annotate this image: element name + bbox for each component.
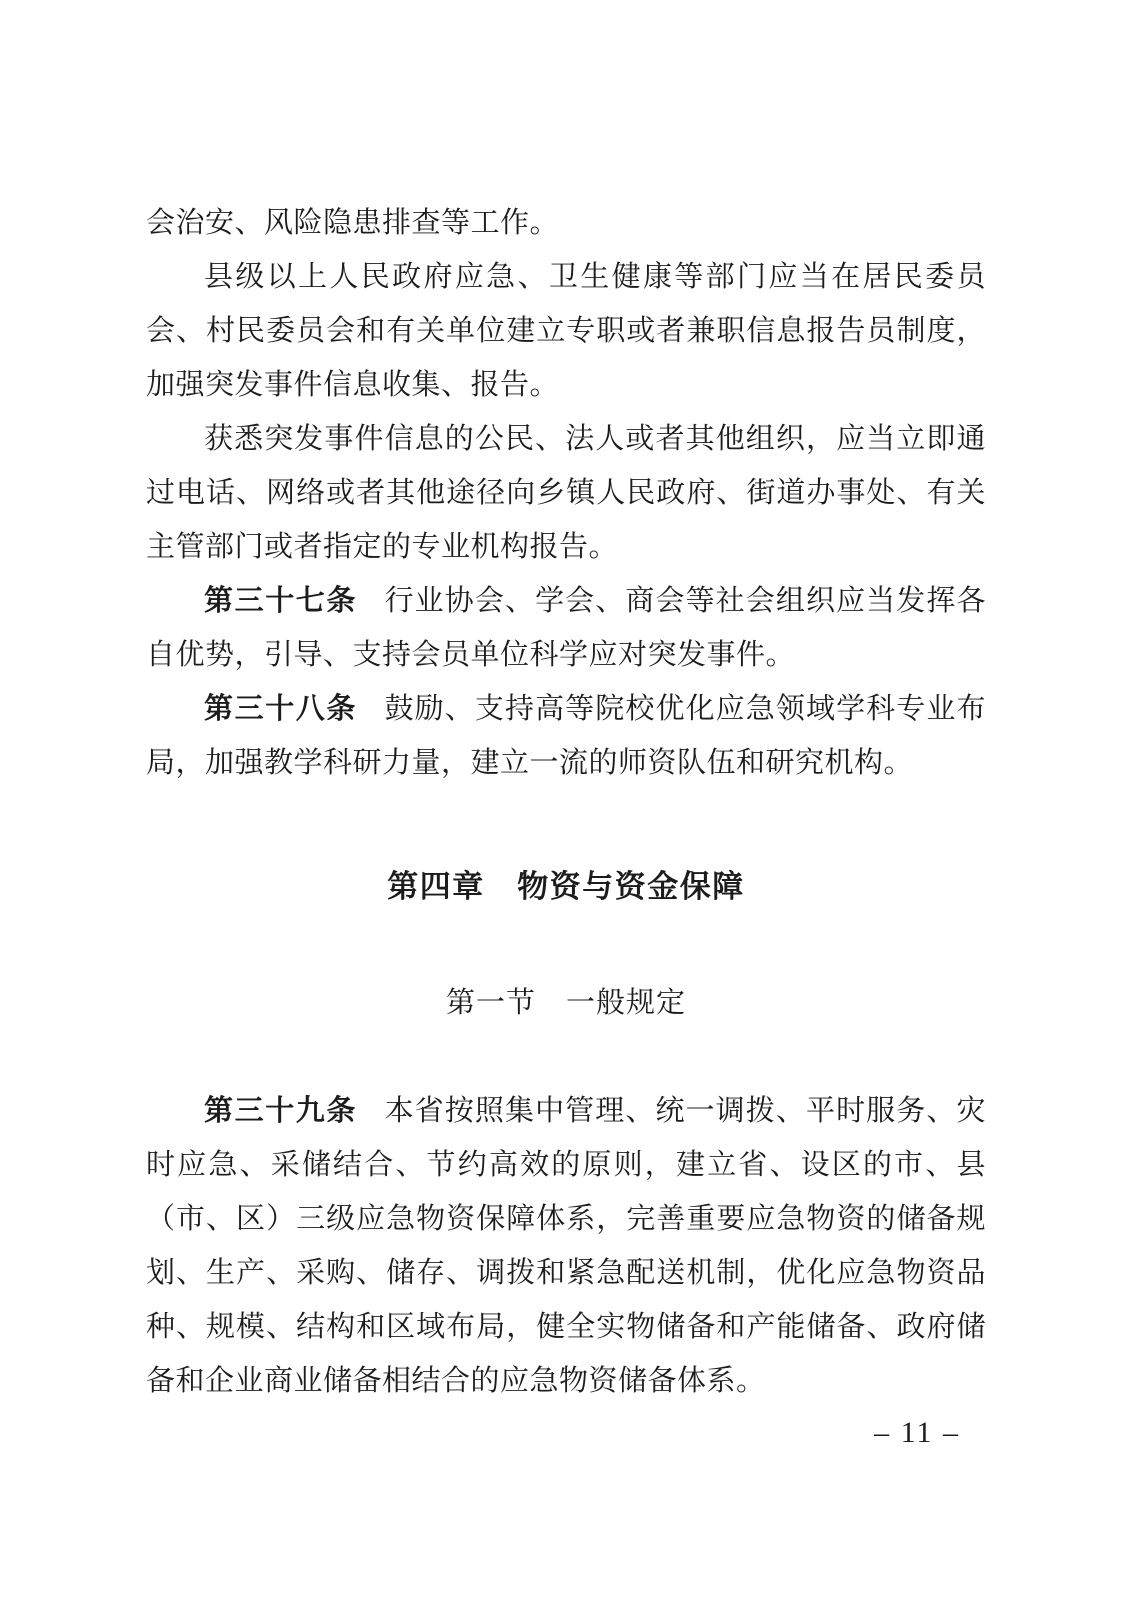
paragraph-public-report	[146, 412, 986, 574]
paragraph-continuation-text: 会治安、风险隐患排查等工作。	[146, 207, 560, 239]
paragraph-public-report-text: 获悉突发事件信息的公民、法人或者其他组织，应当立即通过电话、网络或者其他途径向乡镇人民政府、街道办事处、有关主管部门或者指定的专业机构报告。	[146, 423, 986, 563]
paragraph-info-reporters-text: 县级以上人民政府应急、卫生健康等部门应当在居民委员会、村民委员会和有关单位建立专职或者兼职信息报告员制度，加强突发事件信息收集、报告。	[146, 261, 986, 401]
paragraph-info-reporters	[146, 250, 986, 412]
page-number: – 11 –	[874, 1416, 960, 1449]
paragraph-article-38	[146, 682, 986, 790]
article-38-text: 鼓励、支持高等院校优化应急领域学科专业布局，加强教学科研力量，建立一流的师资队伍和研究机构。	[146, 693, 986, 779]
article-37-text: 行业协会、学会、商会等社会组织应当发挥各自优势，引导、支持会员单位科学应对突发事件。	[146, 585, 986, 671]
section-heading: 第一节 一般规定	[445, 987, 686, 1019]
paragraph-article-37	[146, 574, 986, 682]
article-37-number: 第三十七条	[204, 585, 358, 617]
article-39-text: 本省按照集中管理、统一调拨、平时服务、灾时应急、采储结合、节约高效的原则，建立省、设区的市、县（市、区）三级应急物资保障体系，完善重要应急物资的储备规划、生产、采购、储存、调拨和紧急配送机制，优化应急物资品种、规模、结构和区域布局，健全实物储备和产能储备、政府储备和企业商业储备相结合的应急物资储备体系。	[146, 1095, 986, 1397]
chapter-heading: 第四章 物资与资金保障	[387, 869, 745, 904]
article-39-number: 第三十九条	[204, 1095, 358, 1127]
paragraph-article-39	[146, 1084, 986, 1408]
article-38-number: 第三十八条	[204, 693, 358, 725]
paragraph-continuation	[146, 196, 986, 250]
